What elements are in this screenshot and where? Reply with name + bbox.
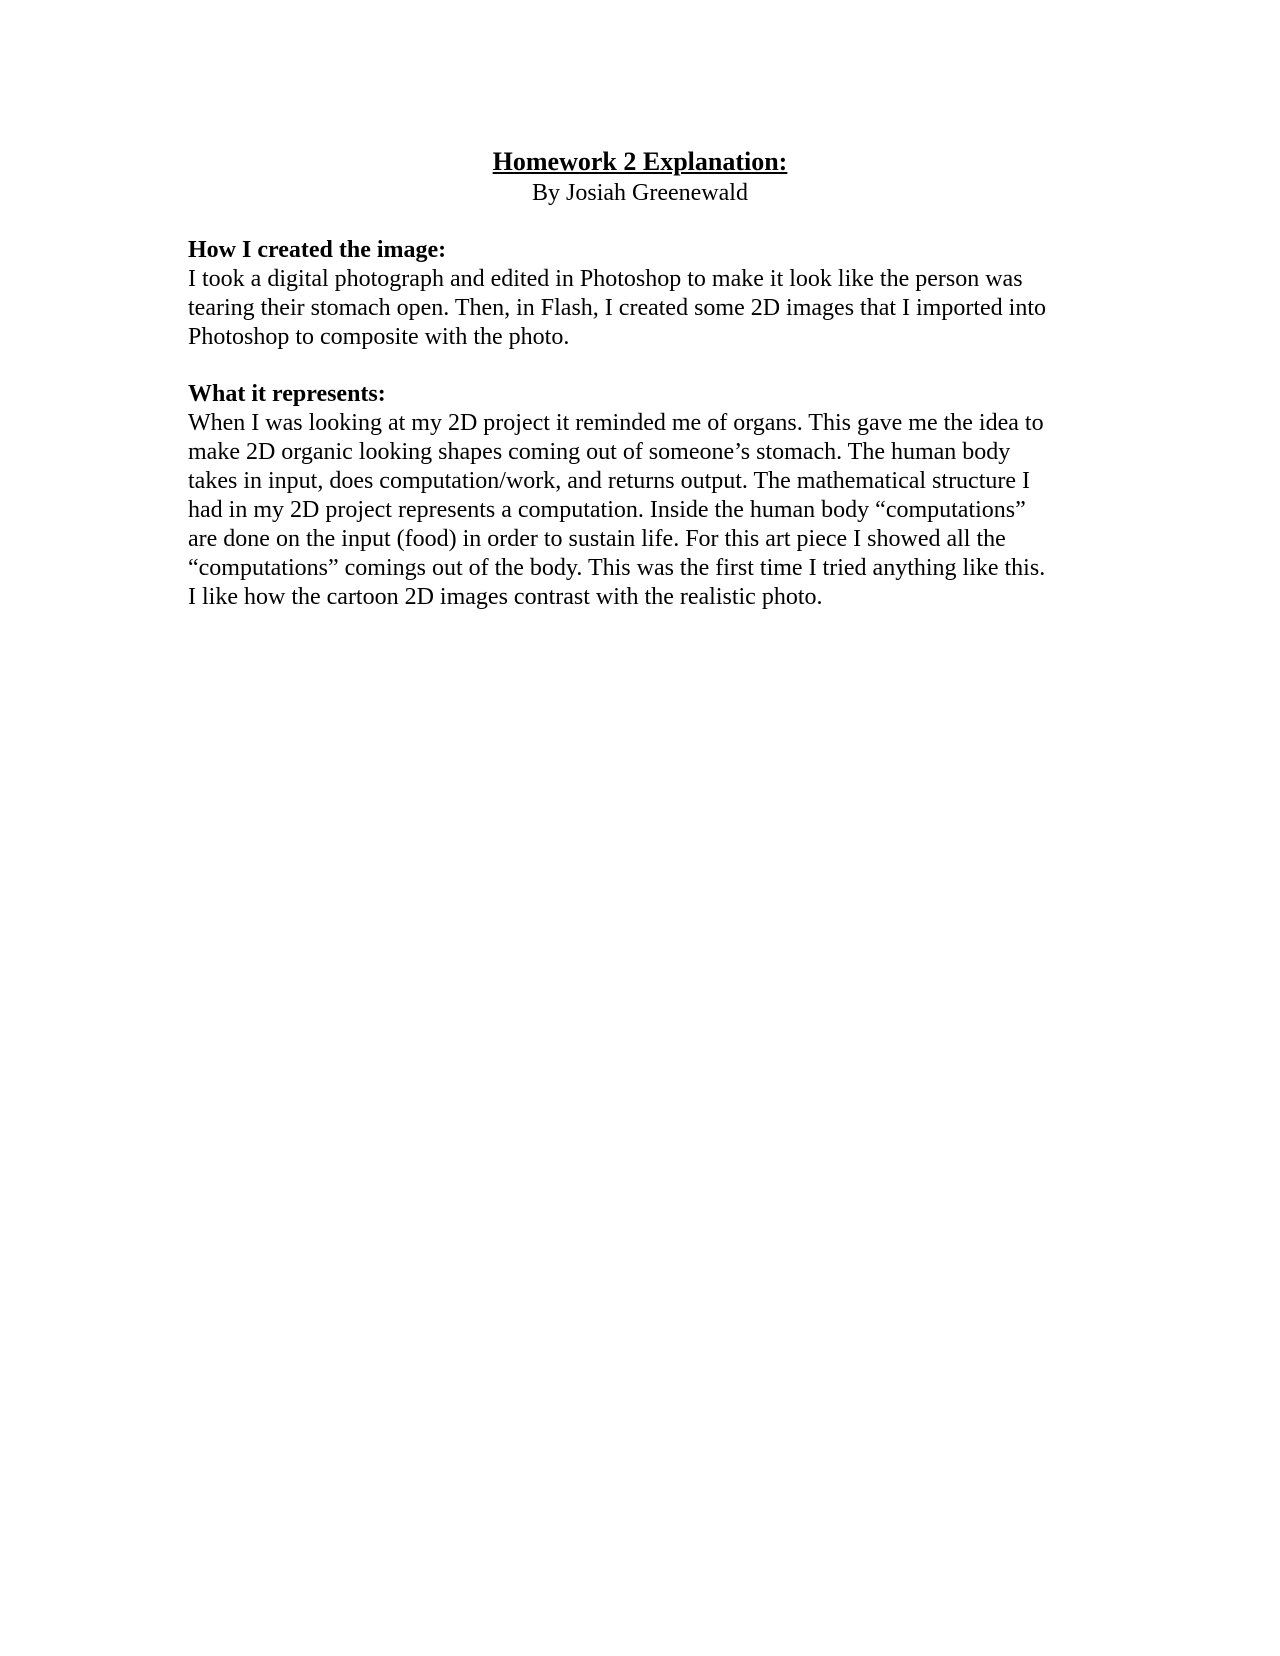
paragraph-line: I took a digital photograph and edited in Photoshop to make it look like the person was: [188, 266, 1023, 292]
paragraph-line: When I was looking at my 2D project it reminded me of organs. This gave me the idea to: [188, 410, 1044, 436]
paragraph-line: takes in input, does computation/work, and returns output. The mathematical structure I: [188, 468, 1031, 494]
paragraph-line: “computations” comings out of the body. This was the first time I tried anything like this.: [188, 555, 1046, 581]
spacer: [188, 352, 1092, 380]
paragraph-line: I like how the cartoon 2D images contrast with the realistic photo.: [188, 584, 823, 610]
section-heading: How I created the image:: [188, 237, 447, 263]
paragraph-line: make 2D organic looking shapes coming out of someone’s stomach. The human body: [188, 439, 1011, 465]
section-how-created: [188, 236, 1092, 352]
section-what-represents: [188, 380, 1092, 612]
paragraph-line: Photoshop to composite with the photo.: [188, 324, 570, 350]
section-paragraph: [188, 409, 1092, 612]
document-content: [188, 146, 1092, 612]
author-byline: By Josiah Greenewald: [532, 180, 748, 206]
spacer: [188, 208, 1092, 236]
paragraph-line: are done on the input (food) in order to sustain life. For this art piece I showed all the: [188, 526, 1006, 552]
section-heading: What it represents:: [188, 381, 386, 407]
paragraph-line: had in my 2D project represents a computation. Inside the human body “computations”: [188, 497, 1026, 523]
paragraph-line: tearing their stomach open. Then, in Flash, I created some 2D images that I imported into: [188, 295, 1046, 321]
section-paragraph: [188, 265, 1092, 352]
document-title: Homework 2 Explanation:: [492, 147, 788, 176]
